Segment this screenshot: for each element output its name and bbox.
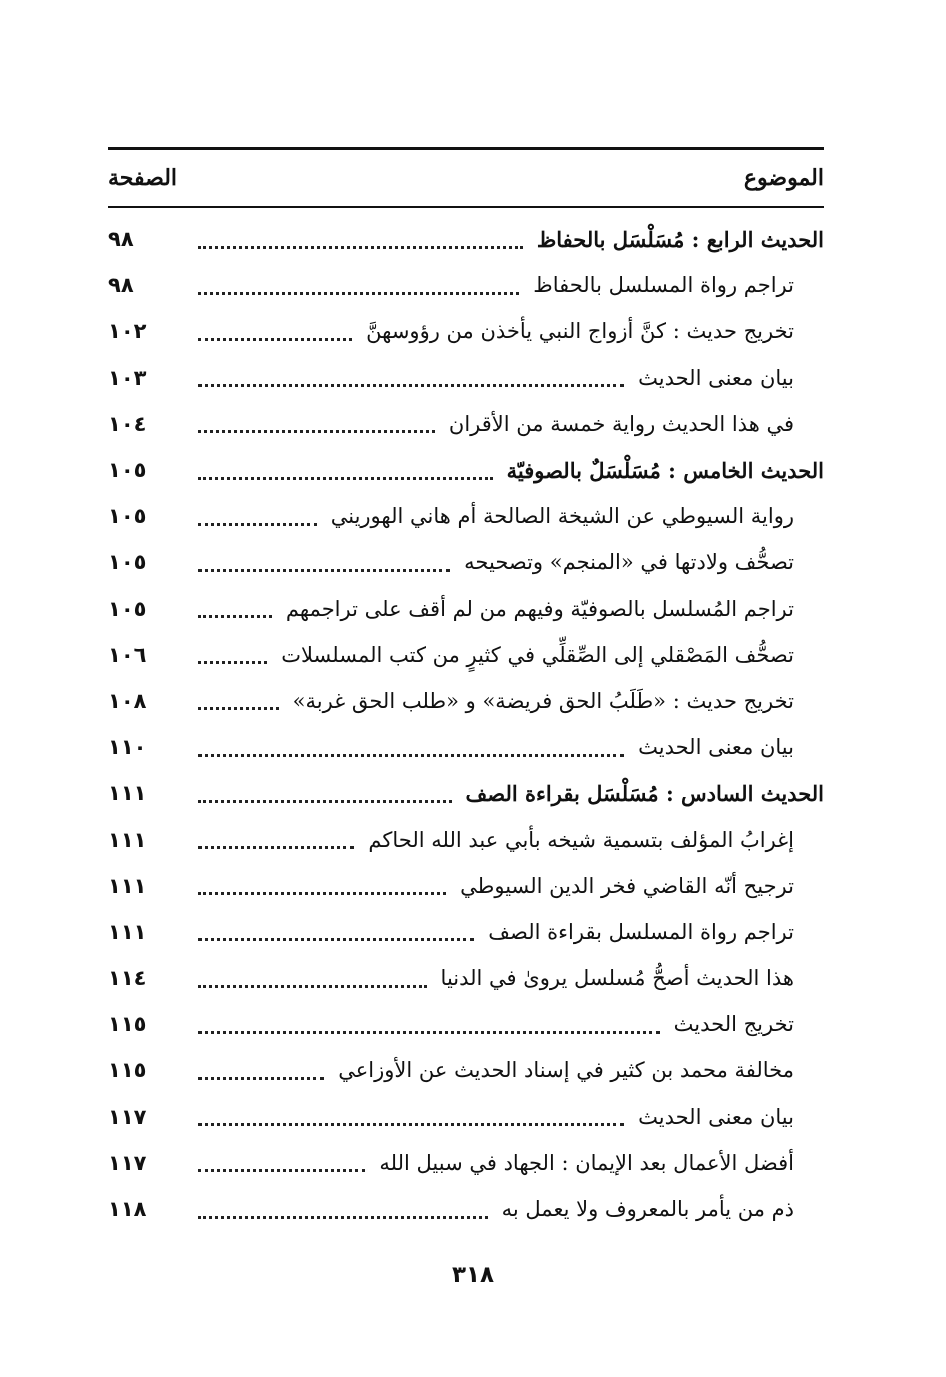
toc-entry-row [108,1047,824,1093]
dot-leader [198,985,427,988]
toc-entry-row [108,724,824,770]
toc-entry-row [108,493,824,539]
dot-leader [198,477,493,480]
toc-entry-title: تراجم المُسلسل بالصوفيّة وفيهم من لم أقف على تراجمهم [285,596,794,621]
dot-leader [198,246,523,249]
page-column-label: الصفحة [108,165,178,191]
toc-entry-row [108,539,824,585]
toc-entry-page: ٩٨ [108,227,134,252]
toc-entry-title: تخريج حديث : «طَلَبُ الحق فريضة» و «طلب الحق غربة» [292,688,794,713]
dot-leader [198,1169,365,1172]
toc-entry-row [108,262,824,308]
toc-entry-row [108,401,824,447]
toc-section-row [108,216,824,262]
toc-entry-page: ١١٧ [108,1150,147,1175]
toc-entry-page: ١٠٥ [108,596,147,621]
dot-leader [198,1123,624,1126]
dot-leader [198,938,474,941]
toc-header [108,158,824,198]
toc-entry-row [108,1186,824,1232]
toc-entry-title: الحديث الخامس : مُسَلْسَلٌ بالصوفيّة [506,457,824,483]
toc-entry-page: ١٠٤ [108,411,147,436]
toc-entry-page: ١٠٢ [108,319,147,344]
toc-entry-title: تصحُّف ولادتها في «المنجم» وتصحيحه [464,550,794,575]
toc-entry-page: ١١١ [108,919,147,944]
toc-entry-title: رواية السيوطي عن الشيخة الصالحة أم هاني الهوريني [330,504,794,529]
dot-leader [198,1031,660,1034]
toc-entry-title: الحديث السادس : مُسَلْسَل بقراءة الصف [465,780,824,806]
toc-list [108,216,824,1232]
toc-entry-row [108,909,824,955]
dot-leader [198,846,354,849]
dot-leader [198,800,452,803]
toc-entry-title: تخريج حديث : كنَّ أزواج النبي يأخذن من رؤوسهنَّ [366,319,794,344]
toc-entry-page: ١١٠ [108,735,147,760]
toc-entry-page: ١٠٥ [108,550,147,575]
toc-entry-page: ١٠٨ [108,688,147,713]
toc-section-row [108,447,824,493]
toc-section-row [108,770,824,816]
dot-leader [198,1216,488,1219]
dot-leader [198,754,624,757]
toc-entry-page: ٩٨ [108,273,134,298]
dot-leader [198,892,446,895]
header-rule [108,206,824,208]
dot-leader [198,384,624,387]
toc-entry-page: ١١٧ [108,1104,147,1129]
toc-entry-page: ١٠٥ [108,504,147,529]
top-rule [108,147,824,150]
toc-entry-title: ترجيح أنّه القاضي فخر الدين السيوطي [460,873,794,898]
toc-entry-page: ١١١ [108,827,147,852]
toc-entry-row [108,355,824,401]
toc-entry-title: بيان معنى الحديث [638,1104,794,1129]
toc-entry-title: ذم من يأمر بالمعروف ولا يعمل به [501,1197,794,1222]
topic-column-label: الموضوع [743,165,824,191]
toc-entry-title: بيان معنى الحديث [638,365,794,390]
dot-leader [198,523,317,526]
dot-leader [198,430,435,433]
toc-entry-row [108,632,824,678]
toc-entry-row [108,955,824,1001]
toc-entry-row [108,1001,824,1047]
toc-entry-title: مخالفة محمد بن كثير في إسناد الحديث عن الأوزاعي [338,1058,794,1083]
toc-entry-page: ١٠٦ [108,642,147,667]
toc-entry-row [108,1140,824,1186]
toc-entry-row [108,1094,824,1140]
toc-entry-row [108,863,824,909]
toc-entry-page: ١١١ [108,873,147,898]
dot-leader [198,292,519,295]
toc-entry-row [108,816,824,862]
toc-entry-title: في هذا الحديث رواية خمسة من الأقران [448,411,794,436]
toc-entry-title: هذا الحديث أصحُّ مُسلسل يروىٰ في الدنيا [440,966,794,991]
toc-entry-title: بيان معنى الحديث [638,735,794,760]
toc-entry-page: ١٠٣ [108,365,147,390]
toc-entry-page: ١١٨ [108,1197,147,1222]
toc-entry-page: ١١٤ [108,966,147,991]
dot-leader [198,615,272,618]
toc-entry-page: ١٠٥ [108,458,147,483]
toc-entry-page: ١١١ [108,781,147,806]
page-number: ٣١٨ [451,1262,495,1288]
toc-entry-row [108,308,824,354]
toc-entry-page: ١١٥ [108,1058,147,1083]
toc-entry-title: تراجم رواة المسلسل بالحفاظ [533,273,794,298]
dot-leader [198,661,267,664]
toc-entry-row [108,586,824,632]
toc-entry-title: إغرابُ المؤلف بتسمية شيخه بأبي عبد الله الحاكم [368,827,794,852]
toc-entry-title: تصحُّف المَصْقلي إلى الصِّقلِّي في كثيرٍ من كتب المسلسلات [281,642,794,667]
toc-entry-page: ١١٥ [108,1012,147,1037]
dot-leader [198,338,352,341]
toc-entry-title: تراجم رواة المسلسل بقراءة الصف [488,919,794,944]
dot-leader [198,1077,324,1080]
toc-entry-title: أفضل الأعمال بعد الإيمان : الجهاد في سبيل الله [379,1150,794,1175]
toc-entry-row [108,678,824,724]
dot-leader [198,707,279,710]
dot-leader [198,569,450,572]
toc-entry-title: تخريج الحديث [673,1012,794,1037]
toc-entry-title: الحديث الرابع : مُسَلْسَل بالحفاظ [536,226,824,252]
